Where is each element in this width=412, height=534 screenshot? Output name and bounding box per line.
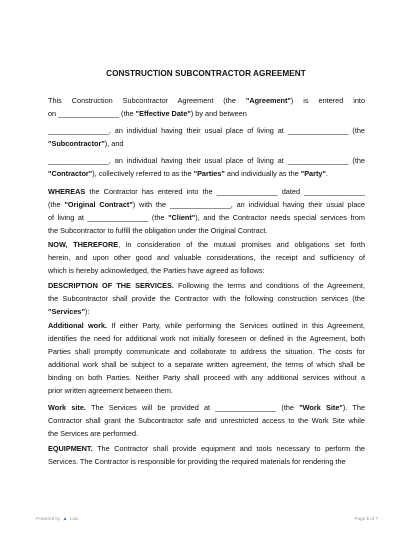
bold-term: "Party" [300, 169, 326, 178]
text-run: the Services are performed. [48, 429, 139, 438]
bold-term: "Subcontractor" [48, 139, 105, 148]
text-run: , in consideration of the mutual promises and obligations set forth [118, 240, 366, 249]
paragraph-line [48, 238, 365, 251]
bold-term: "Parties" [193, 169, 225, 178]
text-run: _______________, an individual having their usual place of living at _______________ (the [48, 126, 365, 135]
paragraph-line [48, 107, 365, 120]
paragraph-line [48, 358, 365, 371]
paragraph-line [48, 251, 365, 264]
text-run: prior written agreement between them. [48, 386, 173, 395]
bold-term: EQUIPMENT. [48, 444, 93, 453]
bold-term: NOW, THEREFORE [48, 240, 119, 249]
bold-term: "Client" [168, 213, 196, 222]
paragraph-line [48, 305, 365, 318]
page-label: Page [354, 516, 366, 521]
paragraph-line [48, 167, 365, 180]
paragraph-contractor [48, 154, 365, 180]
paragraph-line [48, 384, 365, 397]
bold-term: "Work Site" [299, 403, 343, 412]
text-run: Contractor shall grant the Subcontractor safe and unrestricted access to the Work Site while [48, 416, 365, 425]
paragraph-line [48, 371, 365, 384]
brand-name: Lulu [69, 516, 79, 521]
paragraph-intro [48, 94, 365, 120]
page-current: 1 [366, 516, 370, 521]
bold-term: "Original Contract" [64, 200, 133, 209]
bold-term: "Services" [48, 307, 85, 316]
paragraph-line [48, 279, 365, 292]
bold-term: "Agreement" [245, 96, 291, 105]
paragraph-description-of-services [48, 279, 365, 318]
text-run: and individually as the [224, 169, 301, 178]
text-run: of living at _______________ (the [48, 213, 169, 222]
paragraph-line [48, 94, 365, 107]
paragraph-subcontractor [48, 124, 365, 150]
text-run: additional work shall be subject to a separate written agreement, the terms of which shall be [48, 360, 365, 369]
text-run: the Subcontractor to fulfill the obligation under the Original Contract. [48, 226, 268, 235]
text-run: the Subcontractor shall provide the Contractor with the following construction services (the [48, 294, 365, 303]
paragraph-additional-work [48, 319, 365, 397]
text-run: If either Party, while performing the Services outlined in this Agreement, [107, 321, 365, 330]
text-run: (the [48, 200, 65, 209]
text-run: ) by and between [190, 109, 247, 118]
paragraph-line [48, 198, 365, 211]
text-run: This Construction Subcontractor Agreement (the [48, 96, 246, 105]
lulu-logo-icon: ▲ [62, 516, 68, 522]
text-run: . [325, 169, 328, 178]
page-total: 7 [375, 516, 378, 521]
paragraph-line [48, 345, 365, 358]
text-run: ): [84, 307, 90, 316]
paragraph-line [48, 414, 365, 427]
paragraph-line [48, 211, 365, 224]
paragraph-equipment [48, 442, 365, 468]
text-run: ), and the Contractor needs special services from [195, 213, 365, 222]
page-of: of [370, 516, 375, 521]
paragraph-line [48, 442, 365, 455]
paragraph-line [48, 137, 365, 150]
paragraph-line [48, 455, 365, 468]
paragraph-whereas [48, 185, 365, 237]
paragraph-line [48, 332, 365, 345]
paragraph-work-site [48, 401, 365, 440]
paragraph-line [48, 427, 365, 440]
document-title: CONSTRUCTION SUBCONTRACTOR AGREEMENT [106, 69, 306, 78]
text-run: the Contractor has entered into the _______________ dated _______________ [85, 187, 365, 196]
text-run: on _______________ (the [48, 109, 136, 118]
text-run: Services. The Contractor is responsible for providing the required materials for rendering the [48, 457, 346, 466]
text-run: identifies the need for additional work not initially foreseen or defined in the Agreement, both [48, 334, 365, 343]
text-run: ), and [104, 139, 124, 148]
text-run: ), collectively referred to as the [92, 169, 194, 178]
paragraph-line [48, 319, 365, 332]
paragraph-line [48, 264, 365, 277]
bold-term: Additional work. [48, 321, 108, 330]
bold-term: "Effective Date" [135, 109, 191, 118]
text-run: The Services will be provided at _______________ (the [85, 403, 300, 412]
text-run: Parties shall promptly communicate and collaborate to address the situation. The costs for [48, 347, 365, 356]
bold-term: Work site. [48, 403, 86, 412]
text-run: ) is entered into [290, 96, 366, 105]
page-indicator [354, 516, 378, 521]
powered-by-label: Powered by [36, 516, 61, 521]
paragraph-line [48, 224, 365, 237]
powered-by [36, 516, 78, 522]
bold-term: "Contractor" [48, 169, 93, 178]
text-run: ). The [342, 403, 365, 412]
paragraph-line [48, 124, 365, 137]
bold-term: DESCRIPTION OF THE SERVICES. [48, 281, 174, 290]
text-run: The Contractor shall provide equipment and tools necessary to perform the [92, 444, 365, 453]
text-run: binding on both Parties. Neither Party shall proceed with any additional services without a [48, 373, 365, 382]
paragraph-line [48, 292, 365, 305]
text-run: _______________, an individual having their usual place of living at _______________ (the [48, 156, 365, 165]
text-run: Following the terms and conditions of the Agreement, [173, 281, 365, 290]
bold-term: WHEREAS [48, 187, 86, 196]
text-run: ) with the _______________, an individual having their usual place [132, 200, 365, 209]
text-run: herein, and upon other good and valuable considerations, the receipt and sufficiency of [48, 253, 365, 262]
paragraph-line [48, 401, 365, 414]
paragraph-line [48, 185, 365, 198]
paragraph-now-therefore [48, 238, 365, 277]
paragraph-line [48, 154, 365, 167]
text-run: which is hereby acknowledged, the Parties have agreed as follows: [48, 266, 265, 275]
